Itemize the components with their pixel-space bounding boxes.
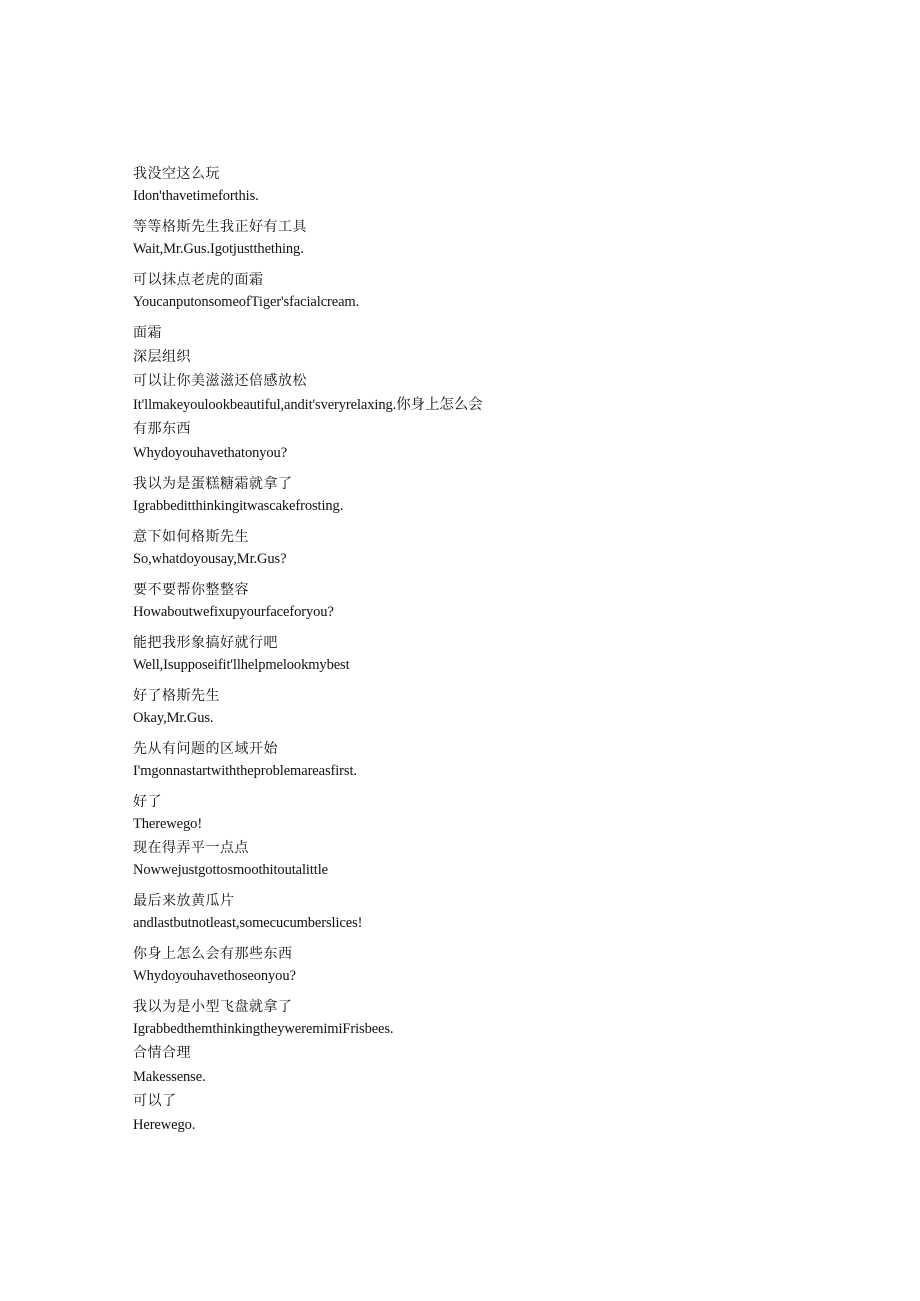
en-line: Igrabbeditthinkingitwascakefrosting.	[133, 498, 344, 514]
en-line: Therewego!	[133, 816, 203, 832]
zh-line: 你身上怎么会有那些东西	[133, 946, 293, 962]
en-line: Idon'thavetimeforthis.	[133, 188, 259, 204]
en-line: Nowwejustgottosmoothitoutalittle	[133, 862, 328, 878]
zh-line: 我以为是小型飞盘就拿了	[133, 999, 293, 1015]
zh-line: 意下如何格斯先生	[133, 529, 249, 545]
zh-line: 我以为是蛋糕糖霜就拿了	[133, 476, 293, 492]
en-line: So,whatdoyousay,Mr.Gus?	[133, 551, 287, 567]
zh-line: 可以抹点老虎的面霜	[133, 272, 264, 288]
zh-line: 我没空这么玩	[133, 166, 220, 182]
zh-line: 面霜	[133, 325, 162, 341]
zh-line: 能把我形象搞好就行吧	[133, 635, 278, 651]
en-line: IgrabbedthemthinkingtheyweremimiFrisbees.	[133, 1021, 394, 1037]
zh-line: 可以了	[133, 1093, 177, 1109]
en-line: Herewego.	[133, 1117, 196, 1133]
en-line: YoucanputonsomeofTiger'sfacialcream.	[133, 294, 360, 310]
en-line: Makessense.	[133, 1069, 206, 1085]
subtitle-transcript	[133, 163, 833, 1136]
zh-line: 深层组织	[133, 349, 191, 365]
en-line: Whydoyouhavethoseonyou?	[133, 968, 296, 984]
zh-line: 好了	[133, 794, 162, 810]
en-line: andlastbutnotleast,somecucumberslices!	[133, 915, 363, 931]
en-line: Well,Isupposeifit'llhelpmelookmybest	[133, 657, 350, 673]
zh-line: 要不要帮你整整容	[133, 582, 249, 598]
zh-line: 等等格斯先生我正好有工具	[133, 219, 307, 235]
zh-line: 有那东西	[133, 421, 191, 437]
zh-line: 最后来放黄瓜片	[133, 893, 235, 909]
en-line: Wait,Mr.Gus.Igotjustthething.	[133, 241, 304, 257]
en-line: Whydoyouhavethatonyou?	[133, 445, 288, 461]
en-line: Howaboutwefixupyourfaceforyou?	[133, 604, 334, 620]
en-line: It'llmakeyoulookbeautiful,andit'sveryrelaxing.你身上怎么会	[133, 397, 483, 413]
zh-line: 现在得弄平一点点	[133, 840, 249, 856]
zh-line: 合情合理	[133, 1045, 191, 1061]
en-line: Okay,Mr.Gus.	[133, 710, 214, 726]
zh-line: 好了格斯先生	[133, 688, 220, 704]
zh-line: 可以让你美滋滋还倍感放松	[133, 373, 307, 389]
zh-line: 先从有问题的区域开始	[133, 741, 278, 757]
en-line: I'mgonnastartwiththeproblemareasfirst.	[133, 763, 357, 779]
